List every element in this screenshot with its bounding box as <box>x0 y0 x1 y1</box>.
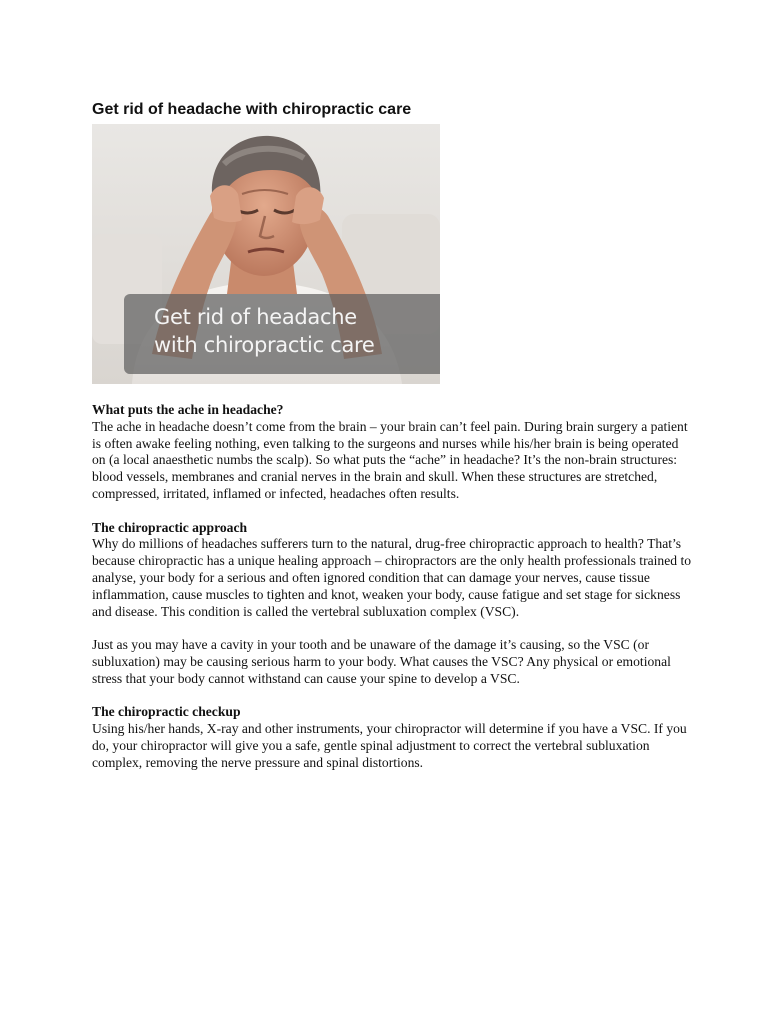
section-paragraph: Why do millions of headaches sufferers turn to the natural, drug-free chiropractic approach to health? That’s because chiropractic has a unique healing approach – chiropractors are the only health professionals trained to analyse, your body for a serious and often ignored condition that can damage your nerves, cause tissue inflammation, cause muscles to tighten and knot, weaken your body, cause fatigue and set stage for sickness and disease. This condition is called the vertebral subluxation complex (VSC). <box>92 536 692 619</box>
section-heading: The chiropractic checkup <box>92 704 241 720</box>
article-body <box>92 402 692 788</box>
hero-caption-overlay <box>124 294 440 374</box>
section-paragraph: Using his/her hands, X-ray and other instruments, your chiropractor will determine if you have a VSC. If you do, your chiropractor will give you a safe, gentle spinal adjustment to correct the vertebral subluxation complex, removing the nerve pressure and spinal distortions. <box>92 721 687 770</box>
hero-caption-line-1: Get rid of headache <box>154 305 357 329</box>
section-heading: The chiropractic approach <box>92 519 248 535</box>
page-title: Get rid of headache with chiropractic care <box>92 101 412 118</box>
section-chiropractic-checkup <box>92 704 692 771</box>
section-paragraph: The ache in headache doesn’t come from the brain – your brain can’t feel pain. During brain surgery a patient is often awake feeling nothing, even talking to the surgeons and nurses while his/her brain is being operated on (a local anaesthetic numbs the scalp). So what puts the “ache” in headache? It’s the non-brain structures: blood vessels, membranes and cranial nerves in the brain and skull. When these structures are stretched, compressed, irritated, inflamed or infected, headaches often results. <box>92 418 688 501</box>
hero-caption-line-2: with chiropractic care <box>154 333 375 357</box>
section-paragraph: Just as you may have a cavity in your tooth and be unaware of the damage it’s causing, so the VSC (or subluxation) may be causing serious harm to your body. What causes the VSC? Any physical or emotional stress that your body cannot withstand can cause your spine to develop a VSC. <box>92 637 671 686</box>
section-chiropractic-approach <box>92 520 692 688</box>
section-heading: What puts the ache in headache? <box>92 402 284 417</box>
hero-image <box>92 124 440 384</box>
section-what-puts-the-ache <box>92 402 692 503</box>
